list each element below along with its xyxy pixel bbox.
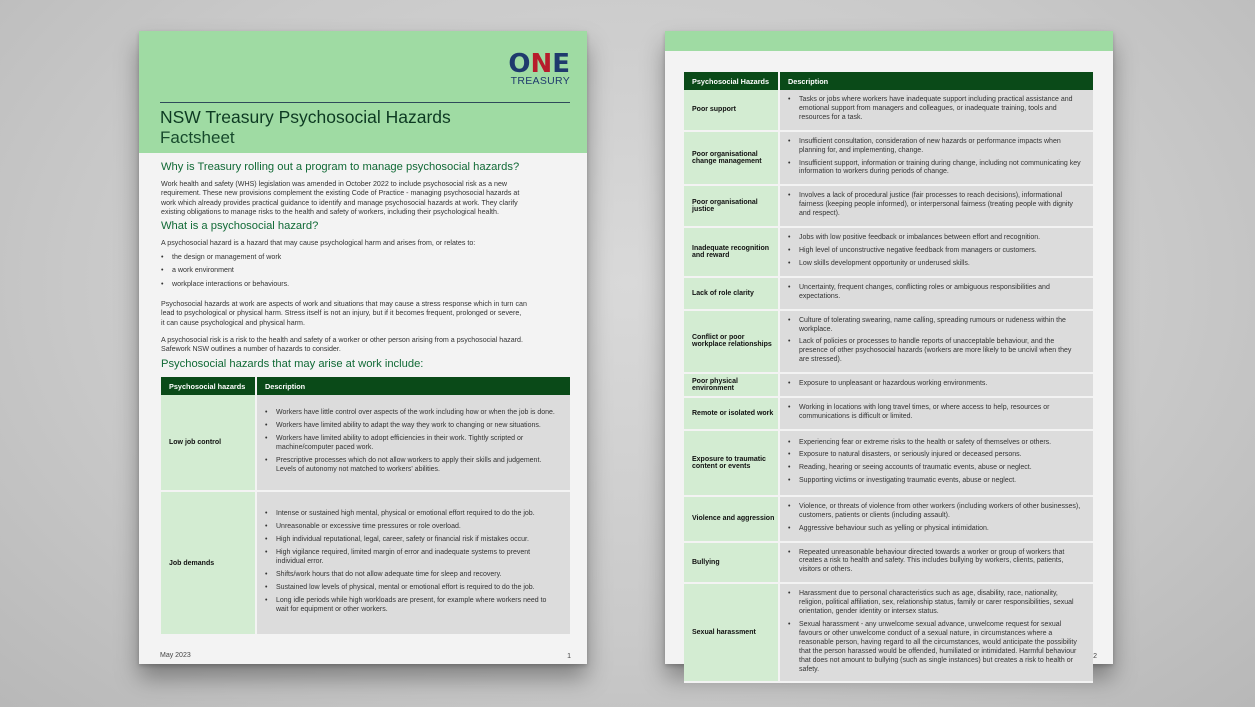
column-header: Description [257, 377, 570, 395]
logo-subtext: TREASURY [510, 75, 570, 87]
page-header-band [139, 31, 587, 153]
hazard-name: Job demands [161, 492, 255, 636]
table-row [684, 374, 1093, 398]
hazard-description: • Violence, or threats of violence from other workers (including workers of other businesses), customers, patients or clients (including assault). • Aggressive behaviour such as yelling or physical intimidation. [780, 497, 1093, 543]
factsheet-page-2 [665, 31, 1113, 673]
hazard-description: • Working in locations with long travel times, or where access to help, resources or communications is difficult or limited. [780, 398, 1093, 431]
footer-date: May 2023 [160, 652, 191, 659]
table-row [684, 497, 1093, 543]
hazard-description: • Jobs with low positive feedback or imbalances between effort and recognition. • High level of unconstructive negative feedback from managers or customers. • Low skills development opportunity or underused skills. [780, 228, 1093, 278]
table-row [161, 395, 570, 492]
hazard-name: Low job control [161, 395, 255, 492]
table-row [684, 584, 1093, 683]
column-header: Psychosocial Hazards [684, 72, 778, 90]
paragraph-risk: A psychosocial risk is a risk to the health and safety of a worker or other person arising from a psychosocial hazard. Safework NSW outlines a number of hazards to consider. [161, 336, 523, 354]
hazard-name: Remote or isolated work [684, 398, 778, 431]
page-title: NSW Treasury Psychosocial Hazards [160, 107, 451, 127]
paragraph-stress: Psychosocial hazards at work are aspects of work and situations that may cause a stress response which in turn can lead to psychological or physical harm. Stress itself is not an injury, but if it becomes frequent, prolonged or severe, it can cause psychological and physical harm. [161, 300, 527, 327]
hazard-name: Violence and aggression [684, 497, 778, 543]
hazard-description: • Involves a lack of procedural justice (fair processes to reach decisions), informational fairness (keeping people informed), or interpersonal fairness (treating people with dignity and respect). [780, 186, 1093, 228]
page-header-band [665, 31, 1113, 51]
heading-why: Why is Treasury rolling out a program to manage psychosocial hazards? [161, 161, 520, 173]
hazard-name: Poor physical environment [684, 374, 778, 398]
hazard-name: Poor organisational justice [684, 186, 778, 228]
table-row [684, 311, 1093, 375]
hazard-name: Exposure to traumatic content or events [684, 431, 778, 497]
hazard-description: • Experiencing fear or extreme risks to the health or safety of themselves or others. • Exposure to natural disasters, or seriously injured or deceased persons. • Reading, hearing or seeing accounts of traumatic events, abuse or neglect. • Supporting victims or investigating traumatic events, abuse or neglect. [780, 431, 1093, 497]
table-row [684, 90, 1093, 132]
paragraph-what: A psychosocial hazard is a hazard that may cause psychological harm and arises from, or relates to: [161, 239, 476, 247]
hazard-description: • Culture of tolerating swearing, name calling, spreading rumours or rudeness within the workplace. • Lack of policies or processes to handle reports of unacceptable behaviour, and the presence of other psychosocial hazards (workers are more likely to be uncivil when they are stressed). [780, 311, 1093, 375]
bullet-item: • workplace interactions or behaviours. [161, 280, 290, 288]
one-treasury-logo [508, 51, 570, 87]
bullet-item: • a work environment [161, 266, 234, 274]
logo-wordmark: ONE [508, 49, 570, 79]
table-row [684, 543, 1093, 585]
hazard-description: • Exposure to unpleasant or hazardous working environments. [780, 374, 1093, 398]
hazard-description: • Insufficient consultation, consideration of new hazards or performance impacts when planning for, and implementing, change. • Insufficient support, information or training during change, including not communicating key information to workers during periods of change. [780, 132, 1093, 187]
hazard-name: Poor support [684, 90, 778, 132]
heading-table: Psychosocial hazards that may arise at work include: [161, 358, 424, 370]
heading-what: What is a psychosocial hazard? [161, 220, 319, 232]
hazard-description: • Tasks or jobs where workers have inadequate support including practical assistance and emotional support from managers and colleagues, or inadequate training, tools and resources for a task. [780, 90, 1093, 132]
hazards-table-page1 [161, 377, 570, 636]
hazard-name: Inadequate recognition and reward [684, 228, 778, 278]
column-header: Description [780, 72, 1093, 90]
table-row [684, 228, 1093, 278]
bullet-item: • the design or management of work [161, 253, 282, 261]
column-header: Psychosocial hazards [161, 377, 255, 395]
header-divider [160, 102, 570, 103]
hazard-description: • Intense or sustained high mental, physical or emotional effort required to do the job. • Unreasonable or excessive time pressures or role overload. • High individual reputational, legal, career, safety or financial risk if mistakes occur. • High vigilance required, limited margin of error and inadequate systems to prevent individual error. • Shifts/work hours that do not allow adequate time for sleep and recovery. • Sustained low levels of physical, mental or emotional effort is required to do the job. • Long idle periods while high workloads are present, for example where workers need to wait for equipment or other workers. [257, 492, 570, 636]
hazard-description: • Workers have little control over aspects of the work including how or when the job is done. • Workers have limited ability to adapt the way they work to changing or new situations. • Workers have limited ability to adopt efficiencies in their work. Tightly scripted or machine/computer paced work. • Prescriptive processes which do not allow workers to apply their skills and judgement. Levels of autonomy not matched to workers' abilities. [257, 395, 570, 492]
table-row [684, 186, 1093, 228]
hazard-name: Lack of role clarity [684, 278, 778, 311]
page-number: 1 [567, 653, 571, 660]
table-row [684, 278, 1093, 311]
hazard-description: • Repeated unreasonable behaviour directed towards a worker or group of workers that creates a risk to health and safety. This includes bullying by workers, clients, patients, visitors or others. [780, 543, 1093, 585]
hazard-name: Sexual harassment [684, 584, 778, 683]
hazard-name: Conflict or poor workplace relationships [684, 311, 778, 375]
factsheet-page-1 [139, 31, 587, 664]
hazard-description: • Harassment due to personal characteristics such as age, disability, race, nationality, religion, political affiliation, sex, relationship status, family or carer responsibilities, sexual orientation, gender identity or intersex status. • Sexual harassment - any unwelcome sexual advance, unwelcome request for sexual favours or other unwelcome conduct of a sexual nature, in circumstances where a reasonable person, having regard to all the circumstances, would anticipate the possibility that the person harassed would be offended, humiliated or intimidated. Harmful behaviour that does not amount to bullying (such as single instances) but creates a risk to health or safety. [780, 584, 1093, 683]
paragraph-why: Work health and safety (WHS) legislation was amended in October 2022 to include psychosocial risk as a new requirement. These new provisions complement the existing Code of Practice - managing psychosocial hazards at work which already provides practical guidance to identify and manage psychosocial hazards at work. They clarify existing obligations to manage risks to the health and safety of workers, including their psychological health. [161, 180, 520, 216]
hazard-name: Poor organisational change management [684, 132, 778, 187]
page-subtitle: Factsheet [160, 128, 235, 147]
hazards-table-page2 [684, 72, 1093, 683]
table-row [161, 492, 570, 636]
table-row [684, 132, 1093, 187]
hazard-name: Bullying [684, 543, 778, 585]
table-row [684, 398, 1093, 431]
hazard-description: • Uncertainty, frequent changes, conflicting roles or ambiguous responsibilities and expectations. [780, 278, 1093, 311]
page-number: 2 [1093, 653, 1097, 660]
table-row [684, 431, 1093, 497]
